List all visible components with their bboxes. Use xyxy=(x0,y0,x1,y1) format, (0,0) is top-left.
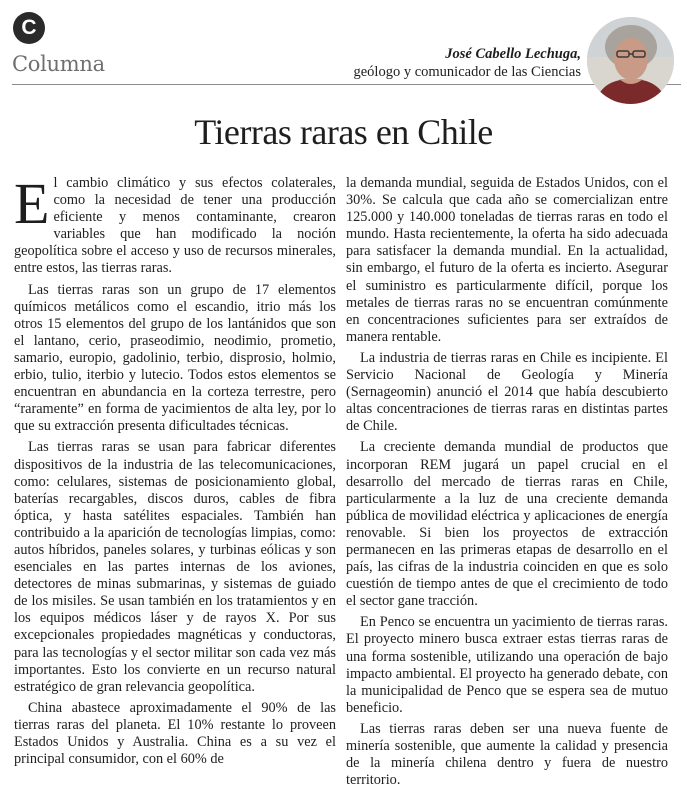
author-role: geólogo y comunicador de las Ciencias xyxy=(353,64,581,80)
paragraph: La industria de tierras raras en Chile es incipiente. El Servicio Nacional de Geología y Minería (Sernageomin) anunció el 2014 que había descubierto altas concentraciones de tierras raras en distintas partes de Chile. xyxy=(346,349,668,435)
paragraph: Las tierras raras son un grupo de 17 elementos químicos metálicos como el escandio, itrio más los otros 15 elementos del grupo de los lantánidos que son el lantano, cerio, praseodimio, neodimio, prometio, samario, europio, gadolinio, terbio, disprosio, holmio, erbio, tulio, iterbio y lutecio. Todos estos elementos se encuentran en abundancia en la corteza terrestre, pero “raramente” en forma de yacimientos de alta ley, por lo que su extracción presenta dificultades técnicas. xyxy=(14,281,336,435)
article-title: Tierras raras en Chile xyxy=(194,112,493,152)
paragraph-text: l cambio climático y sus efectos colaterales, como la necesidad de tener una producción eficiente y menos contaminante, crearon variables que han modificado la noción geopolítica sobre el acceso y uso de recursos minerales, entre estos, las tierras raras. xyxy=(14,175,336,277)
paragraph: Las tierras raras deben ser una nueva fuente de minería sostenible, que aumente la calidad y presencia de la minería chilena dentro y fuera de nuestro territorio. xyxy=(346,720,668,789)
header-divider xyxy=(12,84,681,85)
paragraph: China abastece aproximadamente el 90% de las tierras raras del planeta. El 10% restante lo proveen Estados Unidos y Australia. China es a su vez el principal consumidor, con el 60% de xyxy=(14,699,336,768)
column-badge: C xyxy=(13,12,45,44)
paragraph: La creciente demanda mundial de productos que incorporan REM jugará un papel crucial en el desarrollo del mercado de tierras raras en Chile, particularmente a la luz de una creciente demanda pública de movilidad eléctrica y aplicaciones de energía renovable. Si bien los proyectos de extracción permanecen en las primeras etapas de desarrollo en el país, las cifras de la industria coinciden en que es solo cuestión de tiempo antes de que el crecimiento de todo el sector gane tracción. xyxy=(346,439,668,610)
paragraph: En Penco se encuentra un yacimiento de tierras raras. El proyecto minero busca extraer estas tierras raras de una forma sostenible, utilizando una operación de bajo impacto ambiental. El proyecto ha generado debate, con la municipalidad de Penco que se espera sea de mutuo beneficio. xyxy=(346,614,668,716)
drop-cap: E xyxy=(14,171,50,236)
section-label: Columna xyxy=(12,52,105,76)
article-column-right xyxy=(346,175,668,793)
author-portrait-image xyxy=(587,17,674,104)
author-byline xyxy=(353,45,581,81)
author-photo xyxy=(587,17,674,104)
paragraph xyxy=(14,171,336,278)
author-name: José Cabello Lechuga, xyxy=(445,46,581,62)
paragraph: la demanda mundial, seguida de Estados Unidos, con el 30%. Se calcula que cada año se comercializan entre 125.000 y 140.000 toneladas de tierras raras en todo el mundo. Hasta recientemente, la oferta ha sido adecuada para satisfacer la demanda mundial. En la actualidad, sin embargo, el futuro de la oferta es incierto. Asegurar el suministro es particularmente difícil, porque los metales de tierras raras no se encuentran comúnmente en concentraciones suficientes para ser extraídos de manera rentable. xyxy=(346,175,668,345)
article-column-left xyxy=(14,171,336,772)
paragraph: Las tierras raras se usan para fabricar diferentes dispositivos de la industria de las telecomunicaciones, como: celulares, sistemas de posicionamiento global, baterías recargables, discos duros, cables de fibra óptica, y hasta satélites espaciales. También han contribuido a la aparición de tecnologías limpias, como: autos híbridos, paneles solares, y turbinas eólicas y son esenciales en las partes internas de los aviones, detectores de minas submarinas, y sistemas de guiado de los misiles. Se usan también en los tratamientos y en los equipos médicos láser y de rayos X. Por sus excepcionales propiedades magnéticas y conductoras, para las tecnologías y el sector militar son cada vez más importantes. Esto los convierte en un recurso natural estratégico de gran relevancia geopolítica. xyxy=(14,439,336,695)
